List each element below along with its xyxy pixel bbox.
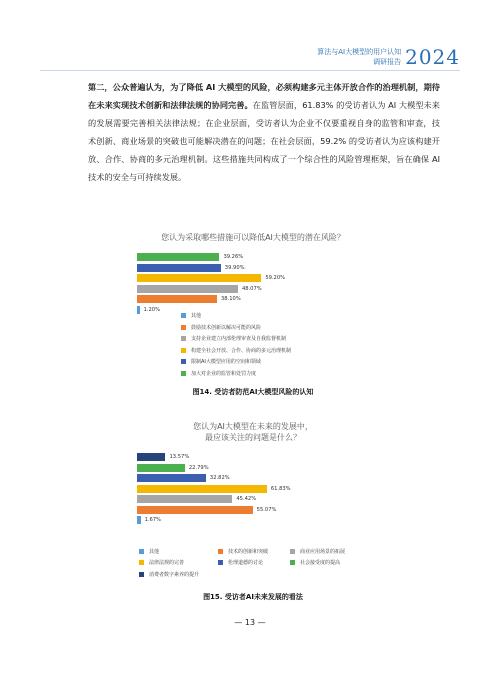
chart-legend-item <box>181 347 291 354</box>
chart-legend-item <box>181 335 286 342</box>
chart-legend-item <box>218 559 263 566</box>
chart-bar-value-label: 45.42% <box>236 496 257 502</box>
paragraph-bold-lead: 第二，公众普遍认为，为了降低 AI 大模型的风险，必须构建多元主体开放合作的治理机制，期待在未来实现技术创新和法律法规的协同完善。 <box>88 82 440 110</box>
chart-legend-item <box>181 370 256 377</box>
legend-swatch <box>290 549 295 554</box>
legend-swatch <box>139 572 144 577</box>
chart-legend-item <box>139 548 159 555</box>
chart-bar <box>137 453 165 461</box>
legend-swatch <box>139 549 144 554</box>
chart1-caption: 图14. 受访者防范AI大模型风险的认知 <box>192 388 314 396</box>
chart2-title <box>88 421 418 443</box>
chart-bar-value-label: 59.20% <box>265 275 286 281</box>
chart-legend-item <box>139 571 199 578</box>
legend-label: 加大对企业的监管和处罚力度 <box>191 371 257 377</box>
chart-bar <box>137 485 267 493</box>
chart2-title-line2: 最应该关注的问题是什么？ <box>205 433 301 442</box>
header-year: 2024 <box>405 45 460 69</box>
legend-swatch <box>218 560 223 565</box>
chart-legend-item <box>290 559 340 566</box>
header-divider <box>40 70 460 71</box>
legend-label: 支持企业建立内部伦理审查及自我监督机制 <box>191 336 287 343</box>
legend-swatch <box>139 560 144 565</box>
chart-bar-value-label: 1.20% <box>143 306 160 313</box>
chart-bar-value-label: 38.10% <box>221 296 241 302</box>
chart-bar-value-label: 32.82% <box>209 475 230 481</box>
chart-bar <box>137 253 219 261</box>
page-number: — 13 — <box>234 618 266 627</box>
legend-label: 其他 <box>149 549 160 555</box>
chart-legend-item <box>181 358 261 365</box>
chart-legend-item <box>290 548 345 555</box>
chart-bar <box>137 285 238 293</box>
legend-swatch <box>181 359 186 364</box>
legend-label: 技术的创新和突破 <box>228 549 269 555</box>
legend-swatch <box>218 549 223 554</box>
legend-label: 伦理道德的讨论 <box>228 560 264 567</box>
chart-legend-item <box>181 312 201 319</box>
legend-swatch <box>290 560 295 565</box>
chart2-caption: 图15. 受访者AI未来发展的看法 <box>203 593 303 601</box>
legend-label: 法律法规的完善 <box>149 560 185 567</box>
header-title <box>317 47 401 67</box>
paragraph-body: 在监管层面，61.83% 的受访者认为 AI 大模型未来的发展需要完善相关法律法规；在企业层面，受访者认为企业不仅要重视自身的监管和审查，技术创新、商业场景的突破也可能解决潜在的问题；在社会层面，59.2% 的受访者认为应该构建开放、合作、协商的多元治理机制。这些措施共同构成了一个综合性的风险管理框架，旨在确保 AI 技术的安全与可持续发展。 <box>88 100 440 182</box>
chart-legend-item <box>181 324 261 331</box>
chart-bar-value-label: 48.07% <box>241 285 262 292</box>
chart-legend-item <box>139 559 184 566</box>
chart-bar <box>137 495 232 503</box>
chart-bar <box>137 264 221 272</box>
chart-bar-value-label: 39.90% <box>224 264 245 271</box>
chart-bar-value-label: 13.57% <box>169 454 190 460</box>
legend-swatch <box>181 371 186 376</box>
chart2-title-line1: 您认为AI大模型在未来的发展中， <box>193 422 313 431</box>
legend-swatch <box>181 336 186 341</box>
legend-label: 鼓励技术创新以解决可能的风险 <box>191 324 262 331</box>
legend-label: 其他 <box>191 313 202 319</box>
legend-swatch <box>181 325 186 330</box>
legend-swatch <box>181 348 186 353</box>
legend-label: 消费者数字素养的提升 <box>149 571 200 578</box>
chart-bar-value-label: 22.79% <box>188 464 209 471</box>
chart-bar <box>137 464 185 472</box>
header-title-line2: 调研报告 <box>373 58 402 66</box>
chart-bar-value-label: 55.07% <box>256 506 277 513</box>
legend-label: 构建全社会开放、合作、协商的多元治理机制 <box>191 347 292 354</box>
chart-bar <box>137 274 261 282</box>
header-title-line1: 算法与AI大模型的用户认知 <box>317 48 402 56</box>
chart-bar-value-label: 1.67% <box>144 517 161 523</box>
chart-bar-value-label: 39.26% <box>223 254 244 260</box>
legend-swatch <box>181 313 186 318</box>
chart-bar <box>137 306 140 314</box>
chart-bar <box>137 295 217 303</box>
chart-bar <box>137 474 206 482</box>
legend-label: 社会接受度的提高 <box>300 560 341 567</box>
chart-bar-value-label: 61.83% <box>270 485 291 492</box>
chart-legend-item <box>218 548 268 555</box>
chart1-title: 您认为采取哪些措施可以降低AI大模型的潜在风险？ <box>161 233 345 242</box>
body-paragraph <box>88 78 440 186</box>
legend-label: 商业应用场景的拓展 <box>300 549 346 555</box>
legend-label: 限制AI大模型应用的空间和领域 <box>191 359 261 366</box>
header <box>317 42 460 72</box>
chart-bar <box>137 516 141 524</box>
chart-bar <box>137 506 253 514</box>
